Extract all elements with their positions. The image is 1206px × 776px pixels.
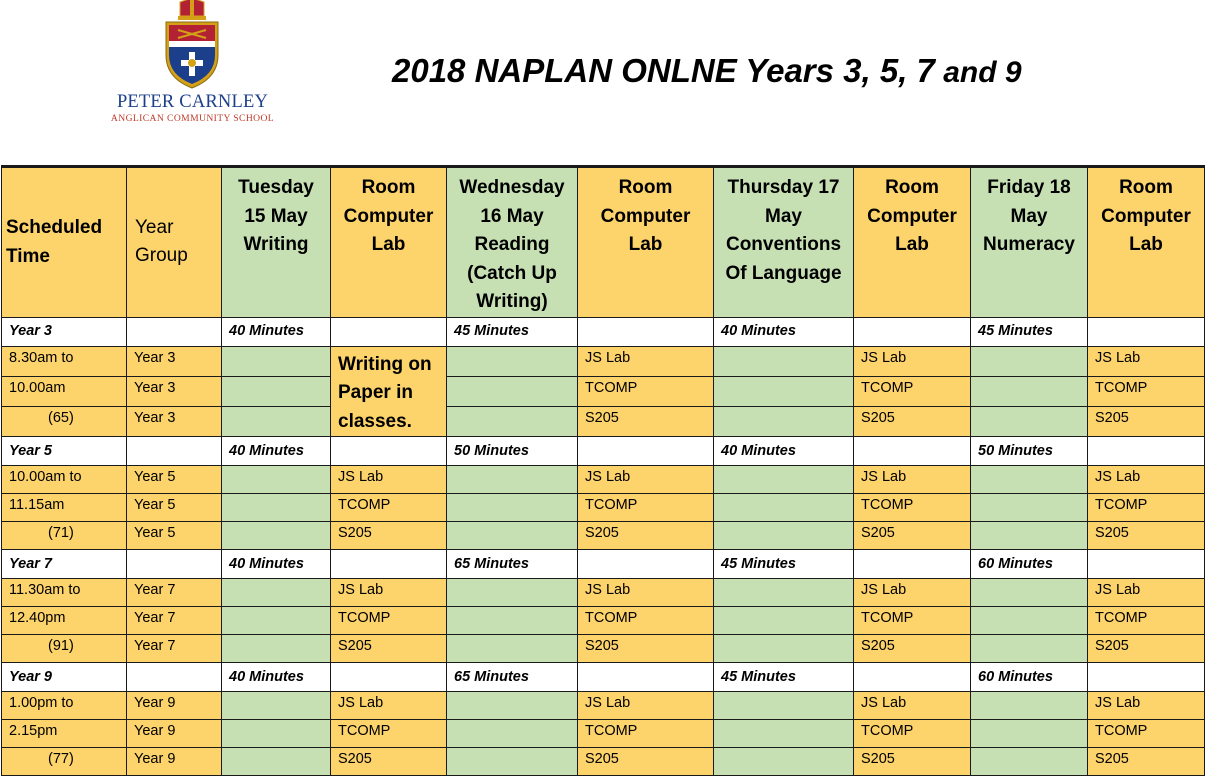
day-cell: [447, 346, 578, 376]
day-cell: [222, 466, 331, 494]
year-group-cell: Year 3: [127, 406, 222, 436]
header-friday: Friday 18 May Numeracy: [971, 167, 1088, 318]
room-cell: JS Lab: [578, 692, 714, 720]
day-cell: [447, 406, 578, 436]
room-cell: TCOMP: [854, 494, 971, 522]
time-cell: 11.15am: [2, 494, 127, 522]
room-cell: JS Lab: [854, 692, 971, 720]
duration-cell: 50 Minutes: [971, 437, 1088, 466]
day-cell: [714, 466, 854, 494]
empty-cell: [1088, 550, 1205, 579]
room-cell: S205: [854, 748, 971, 776]
room-cell: JS Lab: [1088, 579, 1205, 607]
room-cell: TCOMP: [578, 376, 714, 406]
day-cell: [971, 406, 1088, 436]
schedule-body: [2, 317, 1205, 776]
day-cell: [447, 607, 578, 635]
time-cell: (91): [2, 635, 127, 663]
room-cell: S205: [1088, 522, 1205, 550]
room-cell: JS Lab: [331, 692, 447, 720]
room-cell: S205: [578, 522, 714, 550]
room-cell: JS Lab: [1088, 692, 1205, 720]
day-cell: [447, 720, 578, 748]
header-scheduled-time: Scheduled Time: [2, 167, 127, 318]
header-tuesday: Tuesday 15 May Writing: [222, 167, 331, 318]
room-cell: JS Lab: [578, 579, 714, 607]
school-crest-icon: [162, 0, 222, 90]
session-row: [2, 720, 1205, 748]
day-cell: [714, 346, 854, 376]
day-cell: [714, 494, 854, 522]
session-row: [2, 466, 1205, 494]
empty-cell: [127, 550, 222, 579]
empty-cell: [331, 550, 447, 579]
day-cell: [714, 376, 854, 406]
room-cell: JS Lab: [1088, 466, 1205, 494]
duration-cell: 45 Minutes: [971, 317, 1088, 346]
day-cell: [222, 748, 331, 776]
duration-cell: 40 Minutes: [714, 437, 854, 466]
day-cell: [971, 494, 1088, 522]
day-cell: [971, 720, 1088, 748]
room-cell: TCOMP: [1088, 720, 1205, 748]
empty-cell: [127, 317, 222, 346]
day-cell: [222, 579, 331, 607]
empty-cell: [854, 317, 971, 346]
day-cell: [222, 406, 331, 436]
empty-cell: [1088, 317, 1205, 346]
schedule-table: [1, 165, 1205, 776]
day-cell: [714, 748, 854, 776]
room-cell: S205: [1088, 748, 1205, 776]
school-name: PETER CARNLEY: [116, 92, 269, 112]
room-cell: JS Lab: [331, 579, 447, 607]
empty-cell: [578, 437, 714, 466]
day-cell: [222, 635, 331, 663]
day-cell: [714, 692, 854, 720]
year-row: [2, 437, 1205, 466]
room-cell: S205: [854, 522, 971, 550]
day-cell: [447, 494, 578, 522]
room-cell: JS Lab: [854, 579, 971, 607]
room-cell: S205: [578, 635, 714, 663]
time-cell: 11.30am to: [2, 579, 127, 607]
empty-cell: [127, 437, 222, 466]
empty-cell: [331, 437, 447, 466]
room-cell: S205: [331, 522, 447, 550]
header-room-friday: Room Computer Lab: [1088, 167, 1205, 318]
year-row: [2, 663, 1205, 692]
room-cell: JS Lab: [578, 466, 714, 494]
year-group-cell: Year 3: [127, 346, 222, 376]
room-cell: JS Lab: [1088, 346, 1205, 376]
session-row: [2, 635, 1205, 663]
year-label: Year 3: [2, 317, 127, 346]
year-group-cell: Year 5: [127, 466, 222, 494]
year-row: [2, 550, 1205, 579]
header-room-tuesday: Room Computer Lab: [331, 167, 447, 318]
empty-cell: [578, 550, 714, 579]
year-group-cell: Year 3: [127, 376, 222, 406]
room-cell: TCOMP: [1088, 607, 1205, 635]
room-cell: S205: [1088, 635, 1205, 663]
room-cell: TCOMP: [1088, 494, 1205, 522]
empty-cell: [127, 663, 222, 692]
room-cell: TCOMP: [854, 720, 971, 748]
day-cell: [971, 346, 1088, 376]
duration-cell: 60 Minutes: [971, 663, 1088, 692]
header-wednesday: Wednesday 16 May Reading (Catch Up Writing): [447, 167, 578, 318]
year-label: Year 7: [2, 550, 127, 579]
room-cell: S205: [331, 748, 447, 776]
day-cell: [714, 579, 854, 607]
empty-cell: [578, 663, 714, 692]
year-group-cell: Year 7: [127, 579, 222, 607]
duration-cell: 40 Minutes: [222, 663, 331, 692]
day-cell: [447, 376, 578, 406]
duration-cell: 45 Minutes: [714, 550, 854, 579]
room-cell: TCOMP: [1088, 376, 1205, 406]
room-cell: TCOMP: [331, 720, 447, 748]
session-row: [2, 579, 1205, 607]
empty-cell: [854, 550, 971, 579]
empty-cell: [578, 317, 714, 346]
year-group-cell: Year 9: [127, 692, 222, 720]
year-label: Year 5: [2, 437, 127, 466]
school-subtitle: ANGLICAN COMMUNITY SCHOOL: [110, 113, 275, 124]
day-cell: [971, 466, 1088, 494]
session-row: [2, 376, 1205, 406]
room-cell: S205: [578, 748, 714, 776]
room-cell: S205: [578, 406, 714, 436]
duration-cell: 40 Minutes: [222, 550, 331, 579]
room-cell: JS Lab: [578, 346, 714, 376]
year-group-cell: Year 9: [127, 720, 222, 748]
time-cell: (71): [2, 522, 127, 550]
day-cell: [222, 494, 331, 522]
room-cell: S205: [854, 406, 971, 436]
duration-cell: 65 Minutes: [447, 550, 578, 579]
page-title-tail: and 9: [934, 56, 1022, 89]
year-group-cell: Year 9: [127, 748, 222, 776]
duration-cell: 50 Minutes: [447, 437, 578, 466]
room-cell: S205: [331, 635, 447, 663]
session-row: [2, 748, 1205, 776]
session-row: [2, 494, 1205, 522]
room-cell: S205: [1088, 406, 1205, 436]
day-cell: [714, 635, 854, 663]
header-row: [2, 167, 1205, 318]
year-group-cell: Year 5: [127, 494, 222, 522]
room-cell: TCOMP: [578, 720, 714, 748]
duration-cell: 40 Minutes: [222, 437, 331, 466]
day-cell: [447, 466, 578, 494]
school-logo: [100, 0, 285, 130]
time-cell: 10.00am to: [2, 466, 127, 494]
day-cell: [714, 607, 854, 635]
time-cell: (65): [2, 406, 127, 436]
day-cell: [971, 376, 1088, 406]
room-cell: JS Lab: [854, 466, 971, 494]
room-cell: TCOMP: [578, 494, 714, 522]
day-cell: [971, 522, 1088, 550]
time-cell: 2.15pm: [2, 720, 127, 748]
empty-cell: [1088, 663, 1205, 692]
time-cell: 12.40pm: [2, 607, 127, 635]
room-cell: TCOMP: [854, 376, 971, 406]
room-cell: S205: [854, 635, 971, 663]
duration-cell: 65 Minutes: [447, 663, 578, 692]
day-cell: [714, 522, 854, 550]
year-label: Year 9: [2, 663, 127, 692]
day-cell: [222, 607, 331, 635]
duration-cell: 45 Minutes: [714, 663, 854, 692]
time-cell: 10.00am: [2, 376, 127, 406]
header-thursday: Thursday 17 May Conventions Of Language: [714, 167, 854, 318]
page-title-main: 2018 NAPLAN ONLNE Years 3, 5, 7: [392, 52, 935, 89]
day-cell: [447, 579, 578, 607]
time-cell: (77): [2, 748, 127, 776]
header-room-wednesday: Room Computer Lab: [578, 167, 714, 318]
year-group-cell: Year 5: [127, 522, 222, 550]
time-cell: 1.00pm to: [2, 692, 127, 720]
duration-cell: 45 Minutes: [447, 317, 578, 346]
room-cell: TCOMP: [331, 494, 447, 522]
day-cell: [714, 720, 854, 748]
duration-cell: 40 Minutes: [222, 317, 331, 346]
day-cell: [222, 720, 331, 748]
day-cell: [447, 522, 578, 550]
empty-cell: [854, 437, 971, 466]
day-cell: [971, 748, 1088, 776]
year-group-cell: Year 7: [127, 607, 222, 635]
year-row: [2, 317, 1205, 346]
page-title: [392, 52, 1022, 90]
empty-cell: [331, 317, 447, 346]
empty-cell: [1088, 437, 1205, 466]
day-cell: [222, 376, 331, 406]
day-cell: [447, 748, 578, 776]
day-cell: [222, 522, 331, 550]
empty-cell: [854, 663, 971, 692]
day-cell: [222, 692, 331, 720]
day-cell: [971, 579, 1088, 607]
session-row: [2, 346, 1205, 376]
day-cell: [447, 692, 578, 720]
room-cell: TCOMP: [331, 607, 447, 635]
room-cell: TCOMP: [854, 607, 971, 635]
day-cell: [447, 635, 578, 663]
room-cell: JS Lab: [331, 466, 447, 494]
day-cell: [714, 406, 854, 436]
day-cell: [222, 346, 331, 376]
day-cell: [971, 692, 1088, 720]
header-room-thursday: Room Computer Lab: [854, 167, 971, 318]
day-cell: [971, 635, 1088, 663]
duration-cell: 40 Minutes: [714, 317, 854, 346]
session-row: [2, 607, 1205, 635]
time-cell: 8.30am to: [2, 346, 127, 376]
session-row: [2, 406, 1205, 436]
session-row: [2, 522, 1205, 550]
writing-on-paper-note: Writing on Paper in classes.: [331, 346, 447, 437]
room-cell: JS Lab: [854, 346, 971, 376]
day-cell: [971, 607, 1088, 635]
header-year-group: Year Group: [127, 167, 222, 318]
empty-cell: [331, 663, 447, 692]
room-cell: TCOMP: [578, 607, 714, 635]
year-group-cell: Year 7: [127, 635, 222, 663]
session-row: [2, 692, 1205, 720]
duration-cell: 60 Minutes: [971, 550, 1088, 579]
